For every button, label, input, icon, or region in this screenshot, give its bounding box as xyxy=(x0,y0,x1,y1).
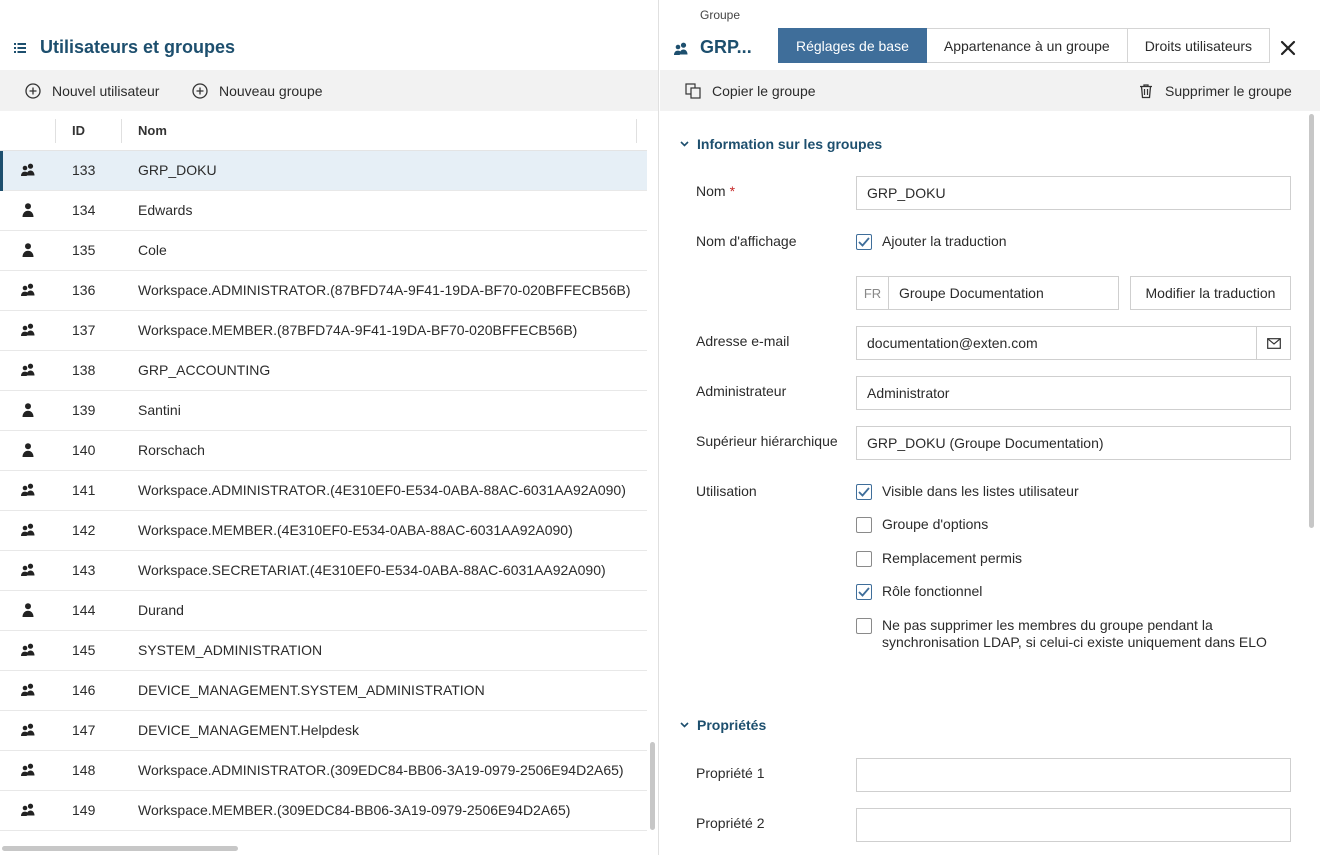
row-name: Edwards xyxy=(138,202,193,218)
section-properties[interactable] xyxy=(680,717,766,733)
row-name: DEVICE_MANAGEMENT.SYSTEM_ADMINISTRATION xyxy=(138,682,485,698)
table-row[interactable] xyxy=(0,631,647,671)
group-icon xyxy=(20,363,36,377)
table-row[interactable] xyxy=(0,271,647,311)
group-icon xyxy=(20,683,36,697)
column-header-id[interactable]: ID xyxy=(72,123,85,138)
row-id: 145 xyxy=(72,642,96,658)
usage-option-checkbox[interactable] xyxy=(856,550,1282,567)
pane-header xyxy=(0,0,659,70)
copy-group-label: Copier le groupe xyxy=(712,82,816,99)
delete-group-label: Supprimer le groupe xyxy=(1165,82,1292,99)
administrator-field[interactable]: Administrator xyxy=(856,376,1291,410)
administrator-label: Administrateur xyxy=(696,383,787,399)
list-icon xyxy=(14,43,26,53)
usage-label: Utilisation xyxy=(696,483,757,499)
group-icon xyxy=(20,643,36,657)
check-icon xyxy=(858,237,870,247)
usage-option-label: Ne pas supprimer les membres du groupe pendant la synchronisation LDAP, si celui-ci existe uniquement dans ELO xyxy=(882,617,1267,650)
horizontal-scrollbar[interactable] xyxy=(2,846,238,851)
row-name: Santini xyxy=(138,402,181,418)
row-id: 146 xyxy=(72,682,96,698)
section-title: Propriétés xyxy=(697,717,767,733)
group-icon xyxy=(20,523,36,537)
usage-option-label: Remplacement permis xyxy=(882,550,1023,566)
users-table-body xyxy=(0,151,647,831)
row-name: GRP_ACCOUNTING xyxy=(138,362,271,378)
section-title: Information sur les groupes xyxy=(697,136,883,152)
checkbox-box[interactable] xyxy=(856,517,872,533)
email-label: Adresse e-mail xyxy=(696,333,790,349)
usage-option-checkbox[interactable] xyxy=(856,583,1282,600)
new-user-button[interactable] xyxy=(25,70,159,111)
edit-translation-button[interactable]: Modifier la traduction xyxy=(1130,276,1291,310)
row-id: 142 xyxy=(72,522,96,538)
group-icon xyxy=(20,163,36,177)
row-id: 135 xyxy=(72,242,96,258)
table-row[interactable] xyxy=(0,751,647,791)
table-row[interactable] xyxy=(0,551,647,591)
close-icon[interactable] xyxy=(1280,40,1296,56)
row-name: Workspace.SECRETARIAT.(4E310EF0-E534-0ABA-88AC-6031AA92A090) xyxy=(138,562,606,578)
left-toolbar xyxy=(0,70,659,111)
group-icon xyxy=(20,563,36,577)
tab-group-membership[interactable]: Appartenance à un groupe xyxy=(927,28,1128,63)
group-icon xyxy=(20,763,36,777)
column-separator[interactable] xyxy=(121,119,122,143)
property2-label: Propriété 2 xyxy=(696,815,765,831)
user-icon xyxy=(20,603,36,617)
row-id: 148 xyxy=(72,762,96,778)
add-translation-label: Ajouter la traduction xyxy=(882,233,1007,249)
user-icon xyxy=(20,443,36,457)
copy-icon xyxy=(685,83,701,99)
row-name: Workspace.ADMINISTRATOR.(309EDC84-BB06-3A19-0979-2506E94D2A65) xyxy=(138,762,624,778)
new-group-label: Nouveau groupe xyxy=(219,82,323,99)
table-row[interactable] xyxy=(0,511,647,551)
entity-kind-label: Groupe xyxy=(700,8,741,22)
property2-field[interactable] xyxy=(856,808,1291,842)
vertical-scrollbar[interactable] xyxy=(650,742,655,830)
group-icon xyxy=(20,483,36,497)
checkbox-box[interactable] xyxy=(856,234,872,250)
table-header xyxy=(0,111,647,151)
superior-field[interactable]: GRP_DOKU (Groupe Documentation) xyxy=(856,426,1291,460)
table-row[interactable] xyxy=(0,231,647,271)
check-icon xyxy=(858,487,870,497)
copy-group-button[interactable] xyxy=(685,70,816,111)
row-id: 140 xyxy=(72,442,96,458)
row-id: 133 xyxy=(72,162,96,178)
row-id: 139 xyxy=(72,402,96,418)
row-id: 149 xyxy=(72,802,96,818)
row-name: Rorschach xyxy=(138,442,205,458)
language-prefix: FR xyxy=(856,276,888,310)
row-id: 138 xyxy=(72,362,96,378)
users-groups-pane xyxy=(0,0,659,855)
table-row[interactable] xyxy=(0,791,647,831)
row-name: Durand xyxy=(138,602,184,618)
group-icon xyxy=(20,323,36,337)
chevron-down-icon xyxy=(680,722,689,728)
group-detail-pane xyxy=(660,0,1320,855)
checkbox-box[interactable] xyxy=(856,618,872,634)
mail-icon xyxy=(1267,338,1281,349)
usage-option-label: Rôle fonctionnel xyxy=(882,583,983,599)
new-user-label: Nouvel utilisateur xyxy=(52,82,160,99)
row-name: GRP_DOKU xyxy=(138,162,217,178)
row-id: 144 xyxy=(72,602,96,618)
table-row[interactable] xyxy=(0,311,647,351)
checkbox-box[interactable] xyxy=(856,584,872,600)
property1-field[interactable] xyxy=(856,758,1291,792)
row-name: Workspace.ADMINISTRATOR.(87BFD74A-9F41-19DA-BF70-020BFFECB56B) xyxy=(138,282,631,298)
section-group-info[interactable] xyxy=(680,136,882,152)
checkbox-box[interactable] xyxy=(856,484,872,500)
row-id: 134 xyxy=(72,202,96,218)
row-id: 143 xyxy=(72,562,96,578)
column-separator[interactable] xyxy=(636,119,637,143)
add-circle-icon xyxy=(192,83,208,99)
table-row[interactable] xyxy=(0,191,647,231)
usage-option-checkbox[interactable] xyxy=(856,617,1282,651)
row-name: Workspace.MEMBER.(309EDC84-BB06-3A19-0979-2506E94D2A65) xyxy=(138,802,571,818)
group-icon xyxy=(20,283,36,297)
required-mark: * xyxy=(729,183,736,199)
name-label-text: Nom xyxy=(696,183,726,199)
group-name-title: GRP... xyxy=(700,37,752,57)
table-row[interactable] xyxy=(0,591,647,631)
property1-label: Propriété 1 xyxy=(696,765,765,781)
usage-option-label: Visible dans les listes utilisateur xyxy=(882,483,1079,499)
trash-icon xyxy=(1138,83,1154,99)
column-separator[interactable] xyxy=(55,119,56,143)
user-icon xyxy=(20,203,36,217)
usage-option-label: Groupe d'options xyxy=(882,516,989,532)
row-name: Workspace.MEMBER.(4E310EF0-E534-0ABA-88AC-6031AA92A090) xyxy=(138,522,573,538)
row-name: SYSTEM_ADMINISTRATION xyxy=(138,642,323,658)
row-name: Workspace.ADMINISTRATOR.(4E310EF0-E534-0ABA-88AC-6031AA92A090) xyxy=(138,482,626,498)
row-name: DEVICE_MANAGEMENT.Helpdesk xyxy=(138,722,359,738)
table-row[interactable] xyxy=(0,711,647,751)
user-icon xyxy=(20,243,36,257)
delete-group-button[interactable] xyxy=(1138,70,1292,111)
detail-tabs xyxy=(778,28,1270,63)
table-row[interactable] xyxy=(0,151,647,191)
email-field[interactable]: documentation@exten.com xyxy=(856,326,1257,360)
right-toolbar xyxy=(660,70,1320,111)
detail-header xyxy=(660,0,1320,70)
page-title: Utilisateurs et groupes xyxy=(40,37,236,57)
row-name: Workspace.MEMBER.(87BFD74A-9F41-19DA-BF70-020BFFECB56B) xyxy=(138,322,578,338)
group-icon xyxy=(20,803,36,817)
table-row[interactable] xyxy=(0,671,647,711)
checkbox-box[interactable] xyxy=(856,551,872,567)
new-group-button[interactable] xyxy=(192,70,323,111)
superior-label: Supérieur hiérarchique xyxy=(696,433,838,449)
send-email-button[interactable] xyxy=(1256,326,1291,360)
add-translation-checkbox[interactable] xyxy=(856,233,1282,250)
tab-basic-settings[interactable]: Réglages de base xyxy=(778,28,927,63)
table-row[interactable] xyxy=(0,351,647,391)
chevron-down-icon xyxy=(680,141,689,147)
user-icon xyxy=(20,403,36,417)
table-row[interactable] xyxy=(0,391,647,431)
display-name-label: Nom d'affichage xyxy=(696,233,797,249)
table-row[interactable] xyxy=(0,431,647,471)
tab-user-rights[interactable]: Droits utilisateurs xyxy=(1128,28,1270,63)
row-id: 147 xyxy=(72,722,96,738)
name-field[interactable]: GRP_DOKU xyxy=(856,176,1291,210)
row-name: Cole xyxy=(138,242,167,258)
table-row[interactable] xyxy=(0,471,647,511)
group-icon xyxy=(673,42,689,56)
add-circle-icon xyxy=(25,83,41,99)
name-label xyxy=(696,183,735,199)
display-name-field[interactable]: Groupe Documentation xyxy=(888,276,1119,310)
row-id: 141 xyxy=(72,482,96,498)
usage-option-checkbox[interactable] xyxy=(856,516,1282,533)
usage-option-checkbox[interactable] xyxy=(856,483,1282,500)
group-icon xyxy=(20,723,36,737)
vertical-scrollbar[interactable] xyxy=(1309,114,1314,528)
column-header-name[interactable]: Nom xyxy=(138,123,167,138)
row-id: 137 xyxy=(72,322,96,338)
row-id: 136 xyxy=(72,282,96,298)
check-icon xyxy=(858,587,870,597)
